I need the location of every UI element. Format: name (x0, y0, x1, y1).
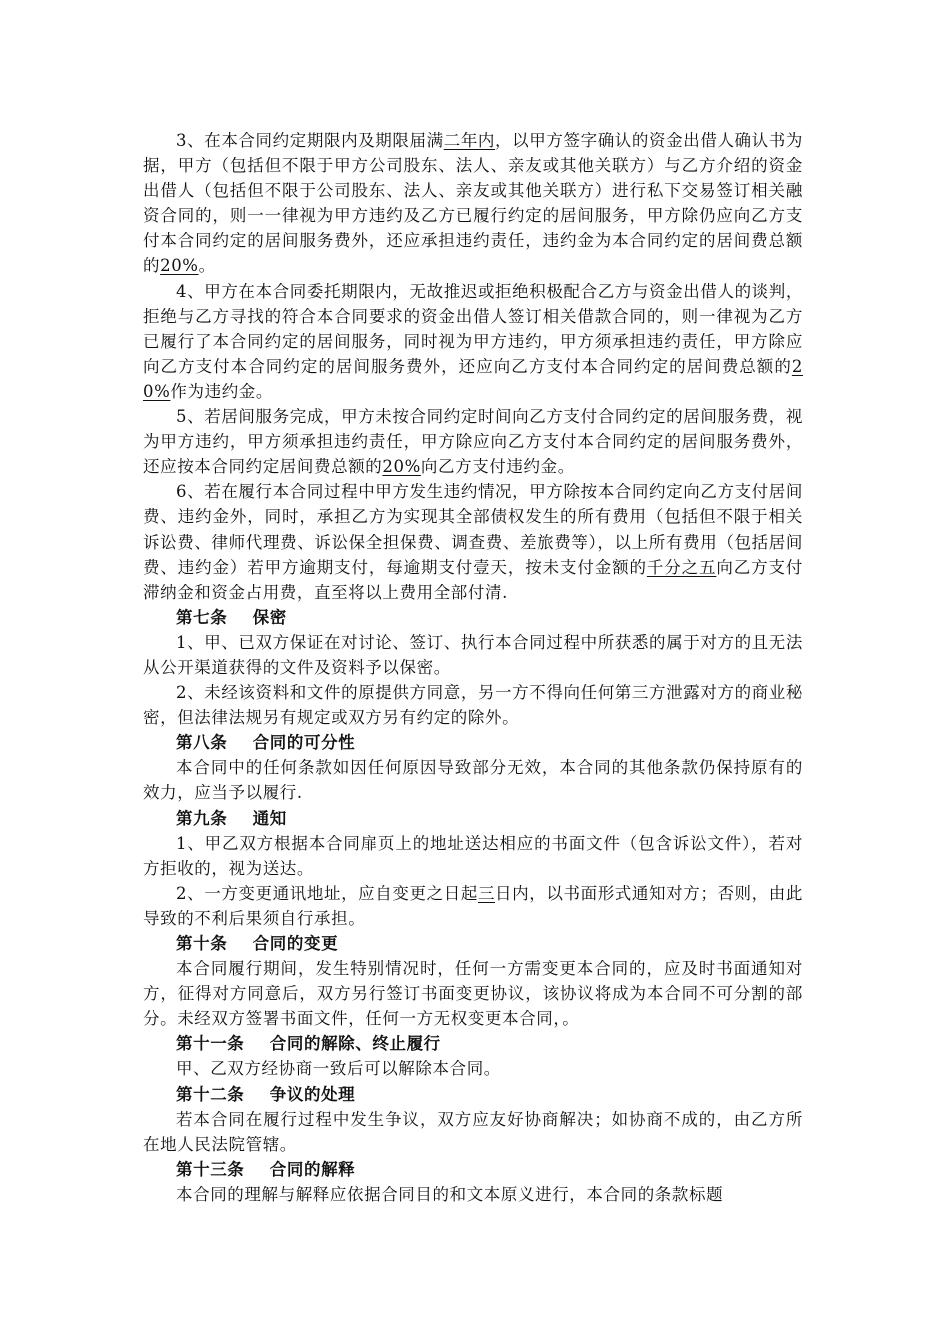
text-segment: 2、未经该资料和文件的原提供方同意，另一方不得向任何第三方泄露对方的商业秘密，但法律法规另有规定或双方另有约定的除外。 (143, 683, 803, 728)
underlined-term: 三 (477, 883, 496, 903)
underlined-term: 二年内 (443, 131, 496, 150)
paragraph (143, 881, 803, 931)
text-segment: 第八条 合同的可分性 (176, 733, 356, 753)
underlined-term: 20% (160, 256, 199, 276)
underlined-term: 千分之五 (646, 557, 717, 577)
text-segment: 日内，以书面形式通知对方；否则，由此导致的不利后果须自行承担。 (143, 883, 803, 928)
text-segment: 1、甲、已双方保证在对讨论、签订、执行本合同过程中所获悉的属于对方的且无法从公开渠道获得的文件及资料予以保密。 (143, 632, 803, 677)
section-heading (143, 1031, 803, 1056)
section-heading (143, 931, 803, 956)
text-segment: 。 (198, 256, 216, 276)
paragraph (143, 479, 803, 604)
paragraph (143, 279, 803, 404)
paragraph (143, 831, 803, 881)
underlined-term: 20% (143, 356, 803, 401)
paragraph (143, 404, 803, 479)
paragraph (143, 680, 803, 730)
text-segment: ，以甲方签字确认的资金出借人确认书为据，甲方（包括但不限于甲方公司股东、法人、亲友或其他关联方）与乙方介绍的资金出借人（包括但不限于公司股东、法人、亲友或其他关联方）进行私下交易签订相关融资合同的，则一一律视为甲方违约及乙方已履行约定的居间服务，甲方除仍应向乙方支付本合同约定的居间服务费外，还应承担违约责任，违约金为本合同约定的居间费总额的 (143, 131, 803, 276)
text-segment: 3、在本合同约定期限内及期限届满 (176, 131, 444, 150)
paragraph (143, 956, 803, 1031)
text-segment: 6、若在履行本合同过程中甲方发生违约情况，甲方除按本合同约定向乙方支付居间费、违约金外，同时，承担乙方为实现其全部债权发生的所有费用（包括但不限于相关诉讼费、律师代理费、诉讼保全担保费、调查费、差旅费等），以上所有费用（包括居间费、违约金）若甲方逾期支付，每逾期支付壹天，按未支付金额的 (143, 482, 803, 577)
text-segment: 第十二条 争议的处理 (176, 1084, 356, 1104)
paragraph (143, 1107, 803, 1157)
text-segment: 作为违约金。 (170, 381, 273, 401)
text-segment: 4、甲方在本合同委托期限内，无故推迟或拒绝积极配合乙方与资金出借人的谈判，拒绝与乙方寻找的符合本合同要求的资金出借人签订相关借款合同的，则一律视为乙方已履行了本合同约定的居间服务，同时视为甲方违约，甲方须承担违约责任，甲方除应向乙方支付本合同约定的居间服务费外，还应向乙方支付本合同约定的居间费总额的 (143, 281, 803, 376)
paragraph (143, 1182, 803, 1207)
text-segment: 第九条 通知 (176, 808, 287, 828)
paragraph (143, 128, 803, 279)
text-segment: 向乙方支付违约金。 (420, 457, 575, 477)
text-segment: 第十条 合同的变更 (176, 934, 339, 953)
text-segment: 甲、乙双方经协商一致后可以解除本合同。 (176, 1059, 501, 1079)
section-heading (143, 1082, 803, 1107)
text-segment: 本合同中的任何条款如因任何原因导致部分无效，本合同的其他条款仍保持原有的效力，应当予以履行. (143, 758, 803, 803)
text-segment: 第七条 保密 (176, 607, 287, 627)
underlined-term: 20% (382, 457, 421, 477)
text-segment: 1、甲乙双方根据本合同扉页上的地址送达相应的书面文件（包含诉讼文件），若对方拒收的，视为送达。 (143, 833, 803, 878)
section-heading (143, 730, 803, 755)
section-heading (143, 1157, 803, 1182)
text-segment: 本合同履行期间，发生特别情况时，任何一方需变更本合同的，应及时书面通知对方，征得对方同意后，双方另行签订书面变更协议，该协议将成为本合同不可分割的部分。未经双方签署书面文件，任何一方无权变更本合同，。 (143, 959, 803, 1029)
text-segment: 若本合同在履行过程中发生争议，双方应友好协商解决；如协商不成的，由乙方所在地人民法院管辖。 (143, 1109, 803, 1154)
text-segment: 第十三条 合同的解释 (176, 1159, 356, 1179)
section-heading (143, 806, 803, 831)
section-heading (143, 605, 803, 630)
text-segment: 5、若居间服务完成，甲方未按合同约定时间向乙方支付合同约定的居间服务费，视为甲方违约，甲方须承担违约责任，甲方除应向乙方支付本合同约定的居间服务费外，还应按本合同约定居间费总额的 (143, 407, 803, 477)
text-segment: 第十一条 合同的解除、终止履行 (176, 1034, 441, 1054)
document-body (143, 128, 803, 1207)
paragraph (143, 755, 803, 805)
paragraph (143, 1056, 803, 1081)
paragraph (143, 630, 803, 680)
text-segment: 本合同的理解与解释应依据合同目的和文本原义进行，本合同的条款标题 (176, 1184, 724, 1204)
text-segment: 向乙方支付滞纳金和资金占用费，直至将以上费用全部付清. (143, 557, 804, 602)
text-segment: 2、一方变更通讯地址，应自变更之日起 (176, 883, 478, 903)
